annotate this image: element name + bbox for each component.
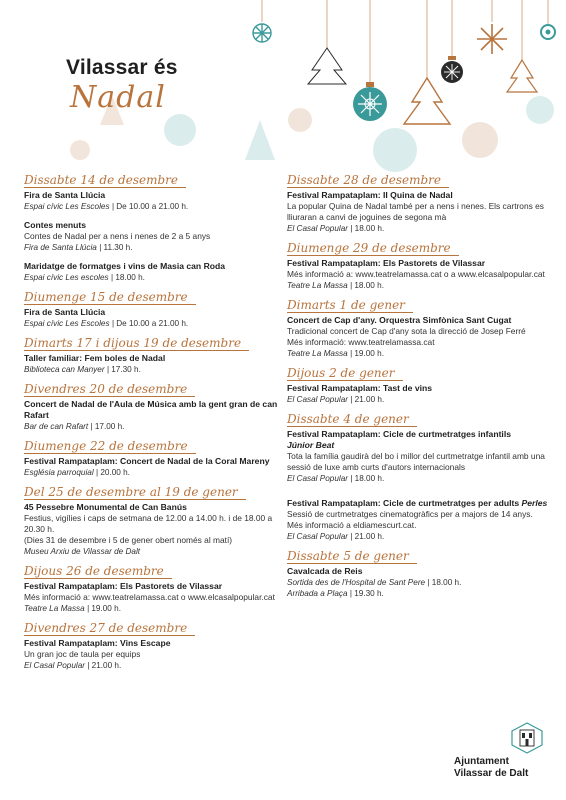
event (24, 353, 286, 375)
event-time: 21.00 h. (354, 395, 385, 404)
event-venue: Biblioteca can Manyer (24, 365, 105, 374)
page-title (66, 56, 178, 115)
day-date: Dijous 2 de gener (287, 367, 403, 381)
event-title: Festival Rampataplam: Tast de vins (287, 383, 433, 393)
day-block (24, 375, 286, 432)
event-description: Festius, vigílies i caps de setmana de 12.00 a 14.00 h. i de 18.00 a 20.30 h. (24, 513, 273, 534)
event-place: Bar de can Rafart | 17.00 h. (24, 422, 125, 431)
event-description: Un gran joc de taula per equips (24, 649, 141, 659)
event-place: El Casal Popular | 21.00 h. (287, 532, 385, 541)
teal-ornament-icon (353, 82, 387, 121)
event-place: Església parroquial | 20.00 h. (24, 468, 130, 477)
event-venue: Teatre La Massa (287, 349, 348, 358)
event-venue: Espai cívic Les escoles (24, 273, 109, 282)
event-venue: El Casal Popular (287, 395, 348, 404)
event (24, 502, 286, 557)
event-place: El Casal Popular | 21.00 h. (287, 395, 385, 404)
event-place: Espai cívic Les Escoles | De 10.00 a 21.00 h. (24, 319, 189, 328)
day-date: Dijous 26 de desembre (24, 565, 172, 579)
event-place: Arribada a Plaça | 19.30 h. (287, 589, 384, 598)
left-column (24, 166, 286, 671)
day-block (24, 478, 286, 557)
day-block (24, 166, 286, 283)
event-description: Tota la família gaudirà del bo i millor del curtmetratge infantil amb una sessió de luxe amb curts d'autors internacionals (287, 451, 545, 472)
event-place: Sortida des de l'Hospital de Sant Pere | 18.00 h. (287, 578, 462, 587)
day-block (24, 329, 286, 375)
event-time: 21.00 h. (354, 532, 385, 541)
event-title: Fira de Santa Llúcia (24, 190, 106, 200)
event (24, 456, 286, 478)
event-title: Concert de Nadal de l'Aula de Música amb la gent gran de can Rafart (24, 399, 278, 420)
right-column (287, 166, 549, 599)
event (287, 498, 549, 542)
event-description: Més informació a: www.teatrelamassa.cat o a www.elcasalpopular.cat (287, 269, 545, 279)
event-place: Espai cívic Les Escoles | De 10.00 a 21.00 h. (24, 202, 189, 211)
event-time: 11.30 h. (103, 243, 133, 252)
event-title: Festival Rampataplam: Els Pastorets de Vilassar (287, 258, 486, 268)
event-time: 19.00 h. (91, 604, 121, 613)
teal-ring-icon (541, 25, 555, 39)
snowflake-icon (253, 24, 271, 42)
event-description: (Dies 31 de desembre i 5 de gener obert només al matí) (24, 535, 233, 545)
event-title: Fira de Santa Llúcia (24, 307, 106, 317)
day-block (287, 542, 549, 599)
event (24, 399, 286, 432)
event-venue: Bar de can Rafart (24, 422, 89, 431)
day-block (24, 432, 286, 478)
event-title: Concert de Cap d'any. Orquestra Simfònica Sant Cugat (287, 315, 512, 325)
event-time: 19.30 h. (354, 589, 384, 598)
day-block (287, 291, 549, 359)
event-venue: Teatre La Massa (287, 281, 348, 290)
day-date: Dimarts 17 i dijous 19 de desembre (24, 337, 249, 351)
event-venue: Església parroquial (24, 468, 94, 477)
event-venue: Arribada a Plaça (287, 589, 348, 598)
orange-tree-icon (404, 78, 450, 124)
event-description: Contes de Nadal per a nens i nenes de 2 a 5 anys (24, 231, 211, 241)
event-description: Més informació: www.teatrelamassa.cat (287, 337, 435, 347)
day-date: Diumenge 29 de desembre (287, 242, 459, 256)
tree-outline-icon (308, 48, 346, 84)
title-line-2: Nadal (70, 80, 166, 115)
event-place: Teatre La Massa | 19.00 h. (287, 349, 384, 358)
event-place: Teatre La Massa | 18.00 h. (287, 281, 384, 290)
event (287, 315, 549, 359)
event-venue: Espai cívic Les Escoles (24, 319, 110, 328)
ornament-strings (262, 0, 548, 84)
event-venue: El Casal Popular (287, 224, 348, 233)
day-date: Del 25 de desembre al 19 de gener (24, 486, 246, 500)
event (24, 307, 286, 329)
event-venue: El Casal Popular (287, 532, 348, 541)
day-date: Divendres 20 de desembre (24, 383, 195, 397)
event-venue: Espai cívic Les Escoles (24, 202, 110, 211)
day-date: Dissabte 14 de desembre (24, 174, 186, 188)
event-place: Teatre La Massa | 19.00 h. (24, 604, 121, 613)
footer-name-line-1: Ajuntament (454, 756, 509, 767)
event-place: Biblioteca can Manyer | 17.30 h. (24, 365, 141, 374)
event-title: Maridatge de formatges i vins de Masia can Roda (24, 261, 226, 271)
event-title: 45 Pessebre Monumental de Can Banús (24, 502, 187, 512)
event-place: Museu Arxiu de Vilassar de Dalt (24, 547, 141, 556)
event (287, 566, 549, 599)
event-time: 18.00 h. (354, 474, 385, 483)
event-description: La popular Quina de Nadal també per a nens i nenes. Els cartrons es lliuraran a canvi de joguines de segona mà (287, 201, 544, 222)
event-title-text: Festival Rampataplam: Cicle de curtmetratges infantils (287, 429, 511, 439)
event-time: 17.30 h. (111, 365, 141, 374)
event-venue: Fira de Santa Llúcia (24, 243, 97, 252)
event-description: Sessió de curtmetratges cinematogràfics per a majors de 14 anys. Més informació a eldiamescurt.cat. (287, 509, 533, 530)
event-time: 20.00 h. (100, 468, 130, 477)
event-title: Cavalcada de Reis (287, 566, 363, 576)
small-tree-icon (507, 60, 537, 92)
event-venue: Sortida des de l'Hospital de Sant Pere (287, 578, 426, 587)
event (287, 258, 549, 291)
event-place: El Casal Popular | 18.00 h. (287, 224, 385, 233)
event-time: 21.00 h. (91, 661, 122, 670)
event-time: De 10.00 a 21.00 h. (116, 319, 189, 328)
event-time: 18.00 h. (431, 578, 462, 587)
event-title: Festival Rampataplam: Els Pastorets de Vilassar (24, 581, 223, 591)
event-venue: Teatre La Massa (24, 604, 85, 613)
event-venue: El Casal Popular (287, 474, 348, 483)
day-block (24, 283, 286, 329)
event-title: Festival Rampataplam: Concert de Nadal de la Coral Mareny (24, 456, 270, 466)
event-place: Fira de Santa Llúcia | 11.30 h. (24, 243, 133, 252)
event-time: De 10.00 a 21.00 h. (116, 202, 189, 211)
event-title (287, 498, 549, 509)
event-venue: El Casal Popular (24, 661, 85, 670)
event-time: 17.00 h. (94, 422, 125, 431)
event-description: Més informació a: www.teatrelamassa.cat o www.elcasalpopular.cat (24, 592, 275, 602)
day-date: Dissabte 5 de gener (287, 550, 417, 564)
event (287, 383, 549, 405)
event-place: El Casal Popular | 18.00 h. (287, 474, 385, 483)
day-block (24, 614, 286, 671)
day-date: Dimarts 1 de gener (287, 299, 413, 313)
dark-ornament-icon (441, 56, 463, 83)
day-date: Diumenge 15 de desembre (24, 291, 196, 305)
event (24, 638, 286, 671)
day-block (287, 166, 549, 234)
event (24, 190, 286, 212)
event (287, 429, 549, 484)
event-time: 19.00 h. (354, 349, 384, 358)
event (24, 261, 286, 283)
day-date: Dissabte 4 de gener (287, 413, 417, 427)
day-block (287, 234, 549, 291)
footer-name-line-2: Vilassar de Dalt (454, 768, 529, 779)
event-subtitle: Perles (521, 498, 548, 508)
day-date: Dissabte 28 de desembre (287, 174, 449, 188)
event-time: 18.00 h. (354, 281, 384, 290)
day-block (287, 405, 549, 542)
title-line-1: Vilassar és (66, 56, 178, 79)
event-title-text: Festival Rampataplam: Cicle de curtmetratges per adults (287, 498, 520, 508)
event (24, 220, 286, 253)
event-time: 18.00 h. (115, 273, 145, 282)
event-title: Festival Rampataplam: II Quina de Nadal (287, 190, 453, 200)
event-title: Taller familiar: Fem boles de Nadal (24, 353, 166, 363)
event-place: El Casal Popular | 21.00 h. (24, 661, 122, 670)
event-subtitle: Júnior Beat (287, 440, 335, 450)
event-place: Espai cívic Les escoles | 18.00 h. (24, 273, 145, 282)
town-crest-icon (510, 722, 544, 754)
day-date: Divendres 27 de desembre (24, 622, 195, 636)
event-title: Contes menuts (24, 220, 87, 230)
event (287, 190, 549, 234)
day-block (287, 359, 549, 405)
orange-snowflake-icon (477, 24, 507, 54)
event-description: Tradicional concert de Cap d'any sota la direcció de Josep Ferré (287, 326, 526, 336)
day-date: Diumenge 22 de desembre (24, 440, 196, 454)
event-title (287, 429, 549, 451)
event (24, 581, 286, 614)
event-title: Festival Rampataplam: Vins Escape (24, 638, 171, 648)
event-time: 18.00 h. (354, 224, 385, 233)
day-block (24, 557, 286, 614)
